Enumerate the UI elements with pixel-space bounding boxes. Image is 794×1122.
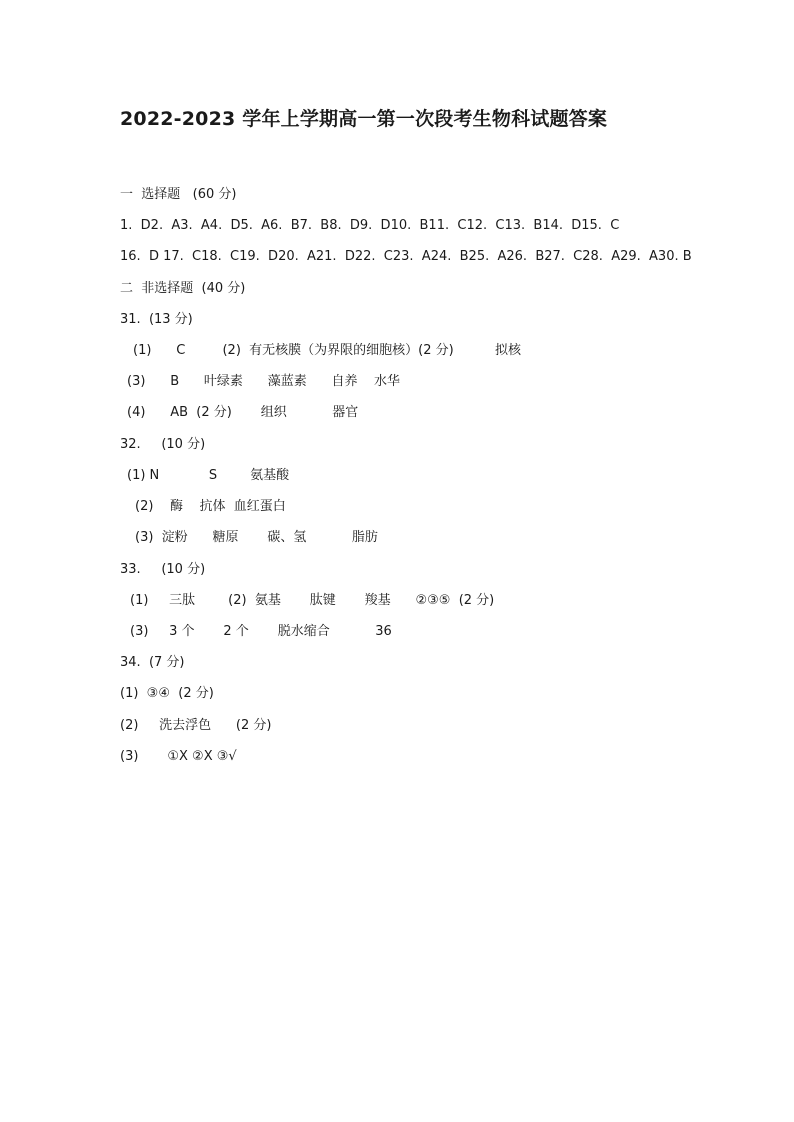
answer-line-16-30: 16. D 17. C18. C19. D20. A21. D22. C23. A24. B25. A26. B27. C28. A29. A30. B [120, 249, 692, 264]
question-31-part-1-2: (1) C (2) 有无核膜（为界限的细胞核）(2 分) 拟核 [133, 343, 522, 358]
question-33-part-1-2: (1) 三肽 (2) 氨基 肽键 羧基 ②③⑤ (2 分) [130, 593, 495, 608]
question-34-part-2: (2) 洗去浮色 (2 分) [120, 718, 272, 733]
question-34-part-1: (1) ③④ (2 分) [120, 686, 214, 701]
question-31-part-3: (3) B 叶绿素 藻蓝素 自养 水华 [127, 374, 401, 389]
section-heading-choice: 一 选择题 (60 分) [120, 187, 237, 202]
section-heading-nonchoice: 二 非选择题 (40 分) [120, 281, 246, 296]
question-34-heading: 34. (7 分) [120, 655, 185, 670]
answer-line-1-15: 1. D2. A3. A4. D5. A6. B7. B8. D9. D10. B11. C12. C13. B14. D15. C [120, 218, 620, 233]
question-31-part-4: (4) AB (2 分) 组织 器官 [127, 405, 359, 420]
question-34-part-3: (3) ①X ②X ③√ [120, 749, 237, 764]
page-title: 2022-2023 学年上学期高一第一次段考生物科试题答案 [120, 108, 608, 130]
question-32-part-3: (3) 淀粉 糖原 碳、氢 脂肪 [135, 530, 378, 545]
question-33-part-3: (3) 3 个 2 个 脱水缩合 36 [130, 624, 392, 639]
question-31-heading: 31. (13 分) [120, 312, 193, 327]
question-32-heading: 32. (10 分) [120, 437, 206, 452]
question-32-part-2: (2) 酶 抗体 血红蛋白 [135, 499, 286, 514]
question-33-heading: 33. (10 分) [120, 562, 206, 577]
question-32-part-1: (1) N S 氨基酸 [127, 468, 290, 483]
